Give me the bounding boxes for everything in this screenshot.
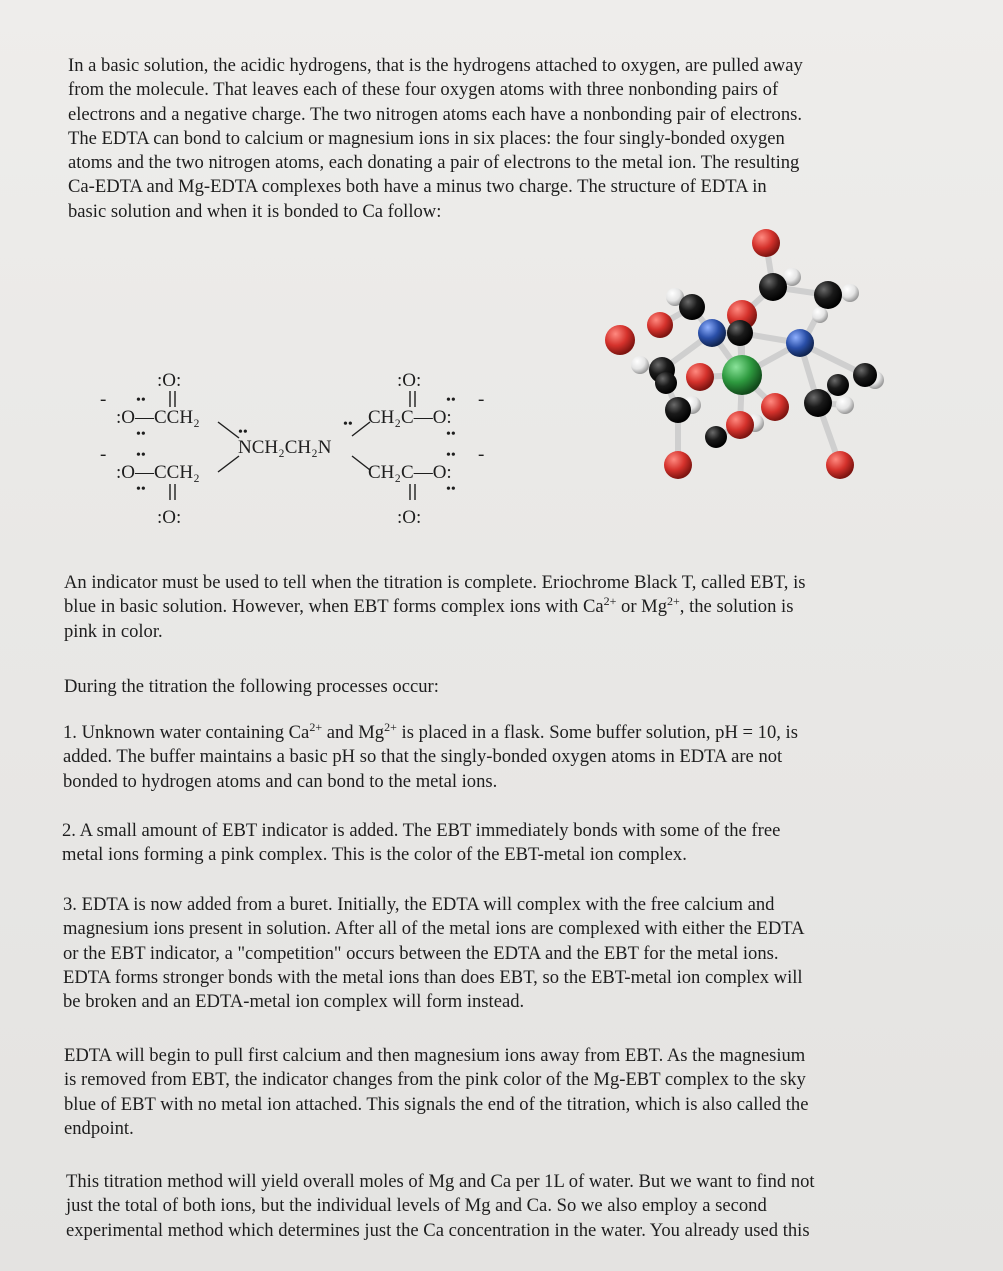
step-1-paragraph [63,721,943,794]
hydrogen-atom [631,356,649,374]
oxygen-atom [647,312,673,338]
indicator-paragraph [64,571,944,644]
carbon-atom [827,374,849,396]
carbon-atom [679,294,705,320]
step-3-line: 3. EDTA is now added from a buret. Initially, the EDTA will complex with the free calcium and [63,894,775,915]
lewis-lone-pair: •• [238,425,248,440]
lewis-carbonyl-o: :O: [397,507,422,528]
lewis-group: :O—CCH₂ [116,462,200,483]
intro-line: atoms and the two nitrogen atoms, each donating a pair of electrons to the metal ion. The resulting [68,152,800,174]
indicator-line: pink in color. [64,620,163,642]
endpoint-line: endpoint. [64,1117,134,1139]
lewis-lone-pair: •• [136,482,146,497]
lewis-lone-pair: •• [136,393,146,408]
method-paragraph [66,1170,951,1243]
lewis-bond [218,456,239,472]
carbon-atom [759,273,787,301]
step-3-line: be broken and an EDTA-metal ion complex will form instead. [63,991,525,1013]
lewis-group: :O—CCH₂ [116,407,200,428]
edta-lewis-structure [100,360,520,530]
hydrogen-atom [836,396,854,414]
intro-line: In a basic solution, the acidic hydrogens, that is the hydrogens attached to oxygen, are pulled away [68,55,803,76]
lewis-carbonyl-o: :O: [157,370,182,391]
hydrogen-atom [812,307,828,323]
lewis-lone-pair: •• [343,417,353,432]
intro-paragraph [68,54,948,224]
lewis-lone-pair: •• [446,393,456,408]
lewis-minus-sign: - [478,444,485,465]
ca-edta-ball-stick-model [590,225,910,495]
carbon-atom [804,389,832,417]
lewis-lone-pair: •• [136,427,146,442]
lewis-minus-sign: - [100,389,107,410]
step-1-line: bonded to hydrogen atoms and can bond to the metal ions. [63,770,498,792]
during-titration-heading: During the titration the following processes occur: [64,676,439,697]
carbon-atom [853,363,877,387]
endpoint-line: blue of EBT with no metal ion attached. This signals the end of the titration, which is also called the [64,1093,809,1115]
oxygen-atom [761,393,789,421]
intro-line: basic solution and when it is bonded to Ca follow: [68,200,442,222]
endpoint-line: is removed from EBT, the indicator changes from the pink color of the Mg-EBT complex to the sky [64,1069,806,1091]
step-3-line: EDTA forms stronger bonds with the metal ions than does EBT, so the EBT-metal ion complex will [63,966,803,988]
carbon-atom [655,372,677,394]
lewis-carbonyl-o: :O: [157,507,182,528]
lewis-lone-pair: •• [446,427,456,442]
lewis-carbonyl-o: :O: [397,370,422,391]
endpoint-paragraph [64,1044,949,1141]
calcium-atom [722,355,762,395]
step-2-line: 2. A small amount of EBT indicator is added. The EBT immediately bonds with some of the free [62,820,781,841]
model-bonds [640,243,875,465]
indicator-line: blue in basic solution. However, when EBT forms complex ions with $Ca^{2+}$ or $Mg^{2+}$, the solution is [64,594,794,618]
lewis-lone-pair: •• [446,448,456,463]
intro-line: electrons and a negative charge. The two nitrogen atoms each have a nonbonding pair of electrons. [68,103,803,125]
carbon-atom [705,426,727,448]
lewis-center-chain: NCH₂CH₂N [238,437,332,458]
step-1-line: 1. Unknown water containing $Ca^{2+}$ and $Mg^{2+}$ is placed in a flask. Some buffer solution, pH = 10, is [63,719,798,743]
lewis-lone-pair: •• [136,448,146,463]
method-line: This titration method will yield overall moles of Mg and Ca per 1L of water. But we want to find not [66,1171,815,1192]
oxygen-atom [664,451,692,479]
oxygen-atom [686,363,714,391]
oxygen-atom [752,229,780,257]
indicator-line: An indicator must be used to tell when the titration is complete. Eriochrome Black T, called EBT, is [64,572,806,593]
lewis-bond [218,422,239,438]
oxygen-atom [826,451,854,479]
carbon-atom [727,320,753,346]
hydrogen-atom [841,284,859,302]
step-2-paragraph [62,819,942,868]
nitrogen-atom [698,319,726,347]
intro-line: Ca-EDTA and Mg-EDTA complexes both have a minus two charge. The structure of EDTA in [68,176,767,198]
intro-line: from the molecule. That leaves each of these four oxygen atoms with three nonbonding pairs of [68,79,779,101]
carbon-atom [814,281,842,309]
oxygen-atom [605,325,635,355]
carbon-atom [665,397,691,423]
lewis-lone-pair: •• [446,482,456,497]
endpoint-line: EDTA will begin to pull first calcium and then magnesium ions away from EBT. As the magnesium [64,1045,806,1066]
lewis-group: CH₂C—O: [368,462,452,483]
lewis-minus-sign: - [100,444,107,465]
step-2-line: metal ions forming a pink complex. This is the color of the EBT-metal ion complex. [62,844,687,866]
intro-line: The EDTA can bond to calcium or magnesium ions in six places: the four singly-bonded oxygen [68,127,785,149]
step-3-paragraph [63,893,943,1014]
method-line: just the total of both ions, but the individual levels of Mg and Ca. So we also employ a second [66,1195,767,1217]
lewis-minus-sign: - [478,389,485,410]
step-3-line: or the EBT indicator, a "competition" occurs between the EDTA and the EBT for the metal ions. [63,942,779,964]
method-line: experimental method which determines just the Ca concentration in the water. You already used this [66,1219,810,1241]
oxygen-atom [726,411,754,439]
step-1-line: added. The buffer maintains a basic pH so that the singly-bonded oxygen atoms in EDTA are not [63,746,783,768]
nitrogen-atom [786,329,814,357]
lewis-group: CH₂C—O: [368,407,452,428]
step-3-line: magnesium ions present in solution. After all of the metal ions are complexed with either the EDTA [63,918,805,940]
